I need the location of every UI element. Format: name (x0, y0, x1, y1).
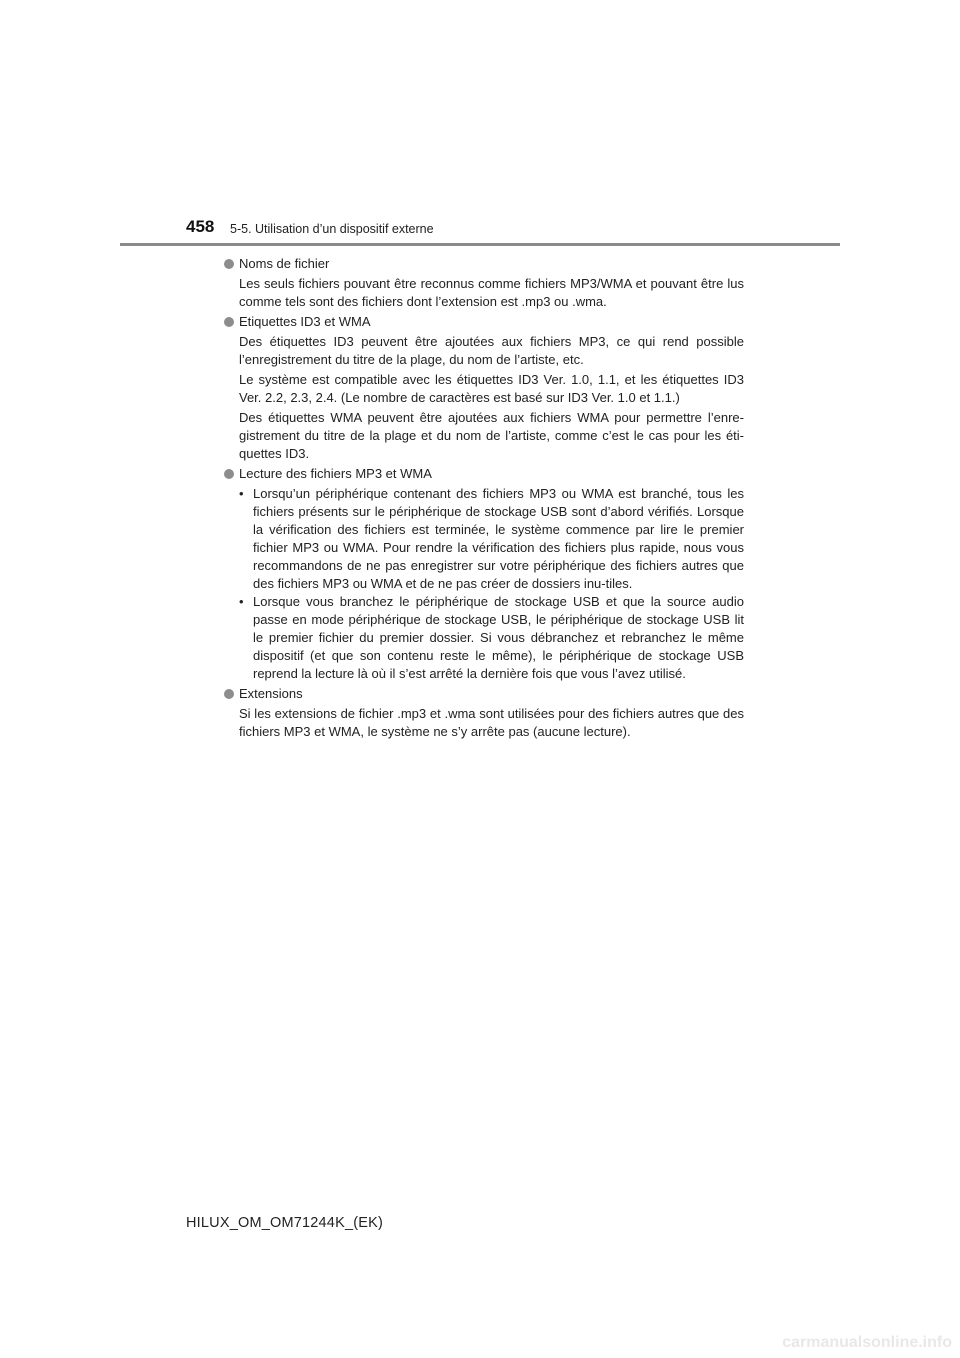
entry-extensions (224, 685, 744, 741)
document-code: HILUX_OM_OM71244K_(EK) (186, 1215, 384, 1231)
entry-title: Extensions (239, 686, 303, 701)
list-item: • Lorsqu’un périphérique contenant des fichiers MP3 ou WMA est branché, tous les fichiers présents sur le périphérique de stockage USB sont d’abord vérifiés. Lorsque la vérification des fichiers est terminée, le système commence par lire le premier fichier MP3 ou WMA. Pour rendre la vérification des fichiers plus rapide, nous vous recommandons de ne pas enregistrer sur votre périphérique des fichiers autres que des fichiers MP3 ou WMA et de ne pas créer de dossiers inu-tiles. (239, 486, 744, 591)
paragraph: Le système est compatible avec les étiquettes ID3 Ver. 1.0, 1.1, et les étiquettes ID3 Ver. 2.2, 2.3, 2.4. (Le nombre de caractères est basé sur ID3 Ver. 1.0 et 1.1.) (239, 372, 744, 405)
entry-id3-wma-tags (224, 313, 744, 463)
entry-title: Noms de fichier (239, 256, 330, 271)
circle-bullet-icon (224, 469, 234, 479)
bullet-list (239, 485, 744, 683)
paragraph: Des étiquettes WMA peuvent être ajoutées aux fichiers WMA pour permettre l’enre-gistrement du titre de la plage et du nom de l’artiste, comme c’est le cas pour les éti-quettes ID3. (239, 410, 744, 461)
circle-bullet-icon (224, 259, 234, 269)
watermark: carmanualsonline.info (782, 1334, 952, 1351)
dot-bullet-icon: • (239, 594, 244, 609)
dot-bullet-icon: • (239, 486, 244, 501)
entry-title: Lecture des fichiers MP3 et WMA (239, 466, 432, 481)
circle-bullet-icon (224, 689, 234, 699)
entry-playback (224, 465, 744, 683)
main-content (224, 255, 744, 743)
section-title: 5-5. Utilisation d’un dispositif externe (230, 222, 434, 236)
paragraph: Si les extensions de fichier .mp3 et .wma sont utilisées pour des fichiers autres que des fichiers MP3 et WMA, le système ne s’y arrête pas (aucune lecture). (239, 706, 744, 739)
page-number: 458 (186, 217, 215, 236)
paragraph: Des étiquettes ID3 peuvent être ajoutées aux fichiers MP3, ce qui rend possible l’enregistrement du titre de la plage, du nom de l’artiste, etc. (239, 334, 744, 367)
paragraph: Les seuls fichiers pouvant être reconnus comme fichiers MP3/WMA et pouvant être lus comme tels sont des fichiers dont l’extension est .mp3 ou .wma. (239, 276, 744, 309)
list-item: • Lorsque vous branchez le périphérique de stockage USB et que la source audio passe en mode périphérique de stockage USB, le périphérique de stockage USB lit le premier fichier du premier dossier. Si vous débranchez et rebranchez le même dispositif (et que son contenu reste le même), le périphérique de stockage USB reprend la lecture là où il s’est arrêté la dernière fois que vous l’avez utilisé. (239, 594, 744, 681)
entry-title: Etiquettes ID3 et WMA (239, 314, 371, 329)
entry-file-names (224, 255, 744, 311)
circle-bullet-icon (224, 317, 234, 327)
header-divider (120, 243, 840, 246)
